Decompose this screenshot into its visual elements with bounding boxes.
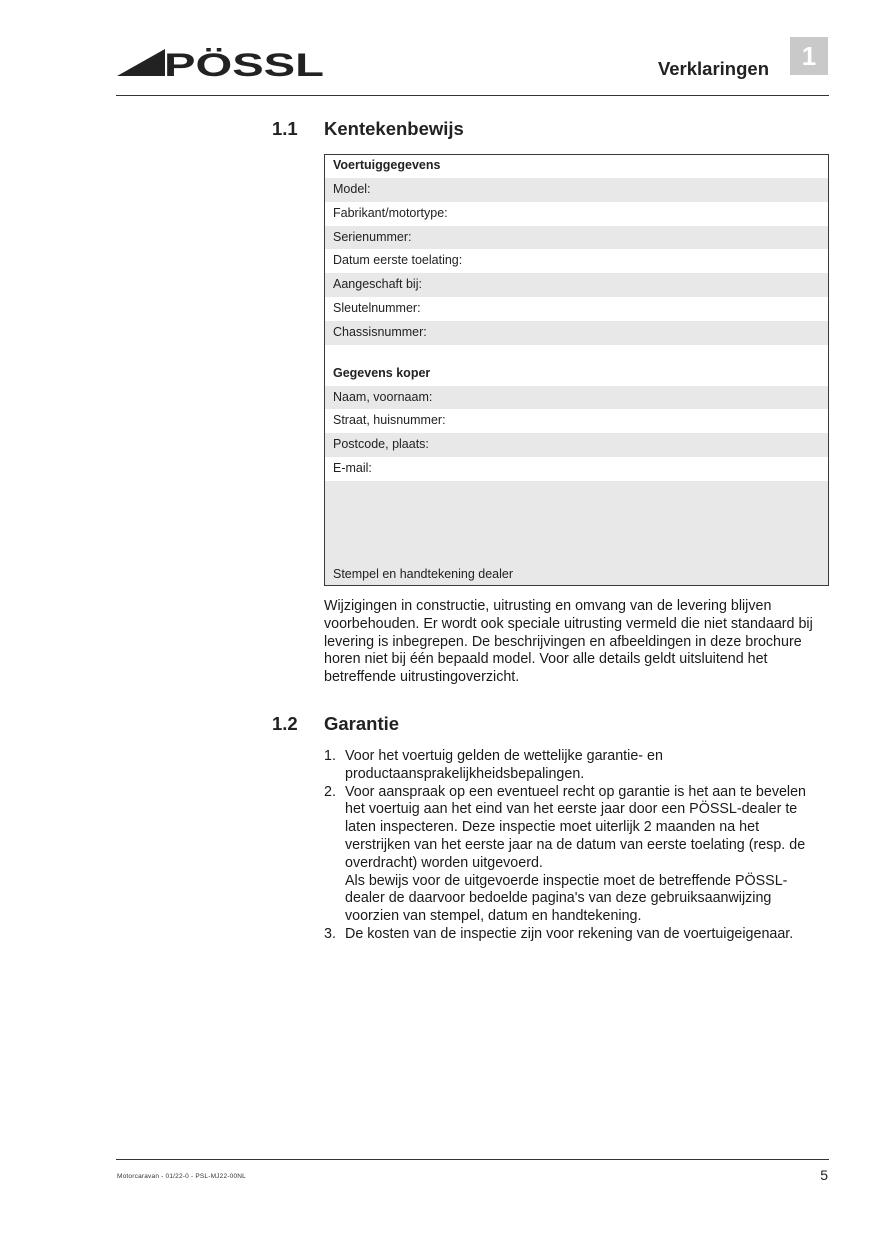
dealer-stamp-area (325, 481, 828, 585)
header-divider (116, 95, 829, 96)
section-2-number: 1.2 (272, 713, 298, 734)
warranty-line: dealer de daarvoor bedoelde pagina's van deze gebruiksaanwijzing (345, 890, 772, 907)
warranty-line: Als bewijs voor de uitgevoerde inspectie moet de betreffende PÖSSL- (345, 872, 788, 889)
warranty-line: verstrijken van het eerste jaar na de datum van eerste toelating (resp. de (345, 836, 806, 853)
warranty-line: het voertuig aan het eind van het eerste jaar door een PÖSSL-dealer te (345, 801, 798, 818)
paragraph-line: voorbehouden. Er wordt ook speciale uitrusting vermeld die niet standaard bij (324, 615, 813, 632)
document-code: Motorcaravan - 01/22-0 - PSL-MJ22-00NL (117, 1173, 246, 1180)
section-1-title: Kentekenbewijs (324, 118, 464, 139)
warranty-list (324, 748, 829, 944)
field-serial-number: Serienummer: (325, 226, 828, 250)
field-model: Model: (325, 178, 828, 202)
paragraph-line: Wijzigingen in constructie, uitrusting en omvang van de levering blijven (324, 598, 772, 614)
footer-divider (116, 1159, 829, 1160)
warranty-item-number: 2. (324, 783, 336, 800)
warranty-item (324, 748, 829, 784)
vehicle-data-heading: Voertuiggegevens (333, 158, 441, 172)
form-spacer (325, 345, 828, 363)
possl-logo (117, 48, 327, 78)
field-street: Straat, huisnummer: (333, 413, 446, 428)
warranty-line: productaansprakelijkheidsbepalingen. (345, 765, 585, 782)
chapter-number-badge: 1 (790, 37, 828, 75)
buyer-data-heading: Gegevens koper (333, 365, 431, 380)
field-key-number: Sleutelnummer: (333, 300, 421, 315)
field-postcode: Postcode, plaats: (325, 433, 828, 457)
field-email: E-mail: (333, 460, 372, 475)
warranty-line: laten inspecteren. Deze inspectie moet uiterlijk 2 maanden na het (345, 819, 760, 836)
field-first-registration: Datum eerste toelating: (333, 253, 463, 268)
section-2-title: Garantie (324, 713, 400, 734)
paragraph-line: levering is inbegrepen. De beschrijvingen en afbeeldingen in deze brochure (324, 633, 802, 650)
page-number: 5 (820, 1167, 828, 1183)
logo-swoosh (117, 49, 165, 76)
paragraph-line: betreffende uitrustingoverzicht. (324, 669, 520, 686)
field-name: Naam, voornaam: (325, 386, 828, 410)
field-purchased-from: Aangeschaft bij: (325, 273, 828, 297)
warranty-item (324, 784, 829, 926)
disclaimer-paragraph (324, 598, 829, 687)
warranty-item-number: 1. (324, 748, 336, 764)
logo-wordmark: PÖSSL (164, 48, 324, 78)
stamp-label: Stempel en handtekening dealer (333, 567, 513, 581)
section-1-number: 1.1 (272, 118, 298, 139)
field-chassis-number: Chassisnummer: (325, 321, 828, 345)
registration-form (324, 154, 829, 586)
warranty-line: voorzien van stempel, datum en handtekening. (345, 908, 642, 925)
warranty-line: Voor aanspraak op een eventueel recht op garantie is het aan te bevelen (345, 783, 807, 800)
warranty-line: overdracht) worden uitgevoerd. (345, 854, 543, 871)
paragraph-line: horen niet bij één bepaald model. Voor alle details geldt uitsluitend het (324, 651, 768, 668)
warranty-item-number: 3. (324, 925, 336, 942)
field-manufacturer: Fabrikant/motortype: (333, 205, 448, 220)
header-title: Verklaringen (657, 58, 769, 79)
warranty-line: Voor het voertuig gelden de wettelijke garantie- en (345, 748, 663, 764)
warranty-item (324, 926, 829, 944)
warranty-line: De kosten van de inspectie zijn voor rekening van de voertuigeigenaar. (345, 925, 794, 942)
